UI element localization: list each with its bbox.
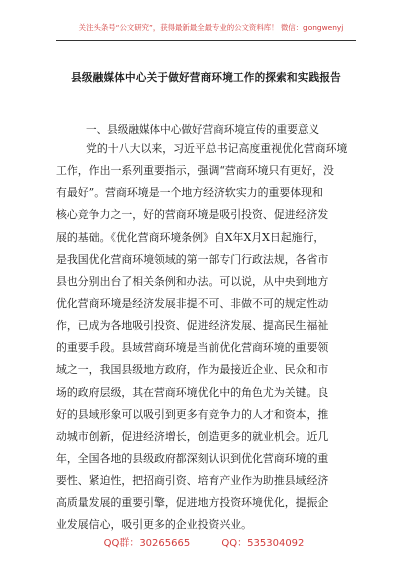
body-line: 有最好”。营商环境是一个地方经济软实力的重要体现和 [56, 186, 323, 200]
body-line: 好的县域形象可以吸引到更多有竞争力的人才和资本，推 [56, 407, 329, 421]
footer-qq-group: QQ群：30265665 [103, 538, 191, 549]
body-line: 优化营商环境是经济发展非提不可、非做不可的规定性动 [56, 296, 329, 310]
body-line: 域之一，我国县级地方政府，作为最接近企业、民众和市 [56, 363, 329, 377]
body-line: 工作，作出一系列重要指示，强调“营商环境只有更好，没 [56, 164, 334, 178]
footer-qq-number: QQ：535304092 [221, 538, 305, 549]
footer-contact [0, 534, 408, 549]
body-line: 高质量发展的重要引擎，促进地方投资环境优化，提振企 [56, 496, 329, 510]
body-line: 作，已成为各地吸引投资、促进经济发展、提高民生福祉 [56, 319, 329, 333]
body-line: 展的基础。《优化营商环境条例》自X年X月X日起施行， [56, 230, 325, 244]
body-line: 业发展信心，吸引更多的企业投资兴业。 [56, 518, 253, 532]
body-line: 场的政府层级，其在营商环境优化中的角色尤为关键。良 [56, 385, 329, 399]
body-line: 党的十八大以来，习近平总书记高度重视优化营商环境 [86, 142, 348, 155]
body-line: 的重要手段。县域营商环境是当前优化营商环境的重要领 [56, 341, 329, 355]
header-banner: 关注头条号“公文研究”，获得最新最全最专业的公文资料库！ 微信：gongwenyj [78, 23, 344, 32]
section-heading: 一、县级融媒体中心做好营商环境宣传的重要意义 [86, 124, 320, 136]
body-line: 核心竞争力之一，好的营商环境是吸引投资、促进经济发 [56, 208, 329, 222]
body-line: 年，全国各地的县级政府都深刻认识到优化营商环境的重 [56, 451, 329, 465]
body-line: 县也分别出台了相关条例和办法。可以说，从中央到地方 [56, 274, 329, 288]
body-line: 动城市创新，促进经济增长，创造更多的就业机会。近几 [56, 429, 329, 443]
body-text [56, 142, 366, 541]
document-title: 县级融媒体中心关于做好营商环境工作的探索和实践报告 [71, 72, 341, 84]
body-line: 要性、紧迫性，把招商引资、培育产业作为助推县域经济 [56, 474, 329, 488]
body-line: 是我国优化营商环境领域的第一部专门行政法规，各省市 [56, 252, 329, 266]
header-divider [56, 40, 356, 41]
